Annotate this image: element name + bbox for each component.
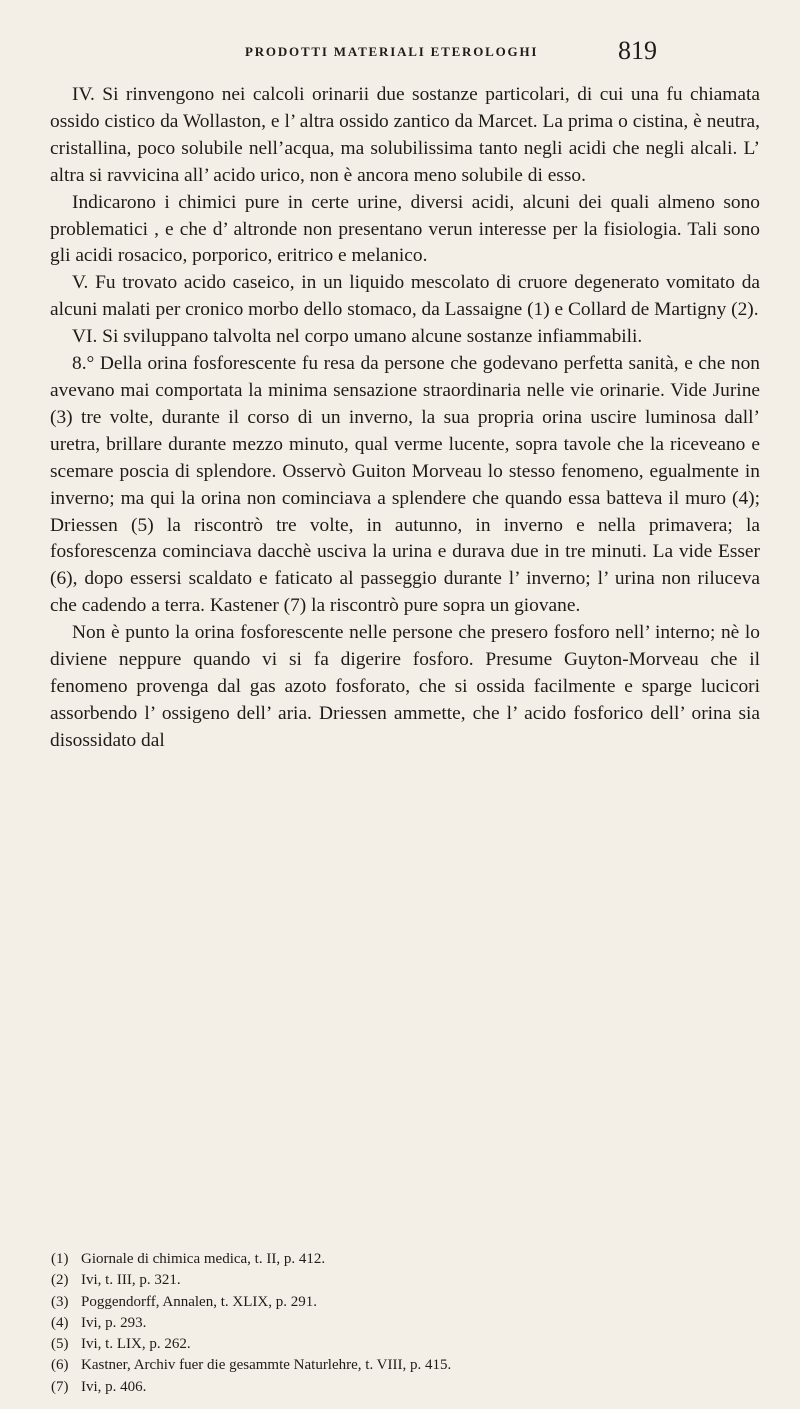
footnotes (51, 1249, 761, 1398)
footnote (51, 1270, 761, 1291)
paragraph-acids: Indicarono i chimici pure in certe urine, diversi acidi, alcuni dei quali almeno sono problematici , e che d’ altronde non presentano verun interesse per la fisiologia. Tali sono gli acidi rosacico, porporico, eritrico e melanico. (50, 191, 760, 267)
page-header (0, 34, 800, 74)
running-title: PRODOTTI MATERIALI ETEROLOGHI (245, 44, 539, 59)
footnote (51, 1249, 761, 1270)
paragraph-vi: VI. Si sviluppano talvolta nel corpo umano alcune sostanze infiammabili. (72, 326, 643, 348)
page-number: 819 (618, 36, 657, 65)
footnote-mark: (5) (51, 1336, 69, 1353)
footnote (51, 1334, 761, 1355)
paragraph-iv: IV. Si rinvengono nei calcoli orinarii due sostanze particolari, di cui una fu chiamata ossido cistico da Wollaston, e l’ altra ossido zantico da Marcet. La prima o cistina, è neutra, cristallina, poco solubile nell’acqua, ma solubilissima tanto negli acidi che negli alcali. L’ altra si ravvicina all’ acido urico, non è ancora meno solubile di esso. (50, 84, 760, 186)
footnote-mark: (1) (51, 1251, 69, 1267)
footnote (51, 1313, 761, 1334)
footnote-mark: (3) (51, 1293, 69, 1310)
footnote-text: Kastner, Archiv fuer die gesammte Naturlehre, t. VIII, p. 415. (81, 1357, 452, 1374)
footnote-text: Ivi, t. LIX, p. 262. (81, 1336, 191, 1353)
footnote (51, 1377, 761, 1398)
footnote-text: Ivi, p. 293. (81, 1314, 147, 1331)
body-text (50, 82, 760, 755)
footnote-mark: (2) (51, 1272, 69, 1289)
footnote-mark: (6) (51, 1357, 69, 1374)
paragraph-v: V. Fu trovato acido caseico, in un liquido mescolato di cruore degenerato vomitato da alcuni malati per cronico morbo dello stomaco, da Lassaigne (1) e Collard de Martigny (2). (50, 272, 760, 321)
footnote-text: Ivi, t. III, p. 321. (81, 1272, 181, 1289)
footnote-text: Poggendorff, Annalen, t. XLIX, p. 291. (81, 1293, 317, 1310)
footnote-mark: (7) (51, 1378, 69, 1395)
footnote-text: Ivi, p. 406. (81, 1378, 147, 1395)
footnote (51, 1292, 761, 1313)
footnote-text: Giornale di chimica medica, t. II, p. 412. (81, 1251, 326, 1267)
paragraph-8: 8.° Della orina fosforescente fu resa da persone che godevano perfetta sanità, e che non avevano mai comportata la minima sensazione straordinaria nelle vie orinarie. Vide Jurine (3) tre volte, durante il corso di un inverno, la sua propria orina uscire luminosa dall’ uretra, brillare durante mezzo minuto, qual verme lucente, sopra tavole che la riceveano e scemare poscia di splendore. Osservò Guiton Morveau lo stesso fenomeno, egualmente in inverno; ma qui la orina non cominciava a splendere che quando essa batteva il muro (4); Driessen (5) la riscontrò tre volte, in autunno, in inverno e nella primavera; la fosforescenza cominciava dacchè usciva la urina e durava due in tre minuti. La vide Esser (6), dopo essersi scaldato e faticato al passeggio durante l’ inverno; l’ urina non riluceva che cadendo a terra. Kastener (7) la riscontrò pure sopra un giovane. (50, 353, 760, 617)
footnote-mark: (4) (51, 1314, 69, 1331)
footnote (51, 1355, 761, 1376)
paragraph-non-e-punto: Non è punto la orina fosforescente nelle persone che presero fosforo nell’ interno; nè lo diviene neppure quando vi si fa digerire fosforo. Presume Guyton-Morveau che il fenomeno provenga dal gas azoto fosforato, che si ossida facilmente e sparge lucicori assorbendo l’ ossigeno dell’ aria. Driessen ammette, che l’ acido fosforico dell’ orina sia disossidato dal (50, 622, 760, 751)
